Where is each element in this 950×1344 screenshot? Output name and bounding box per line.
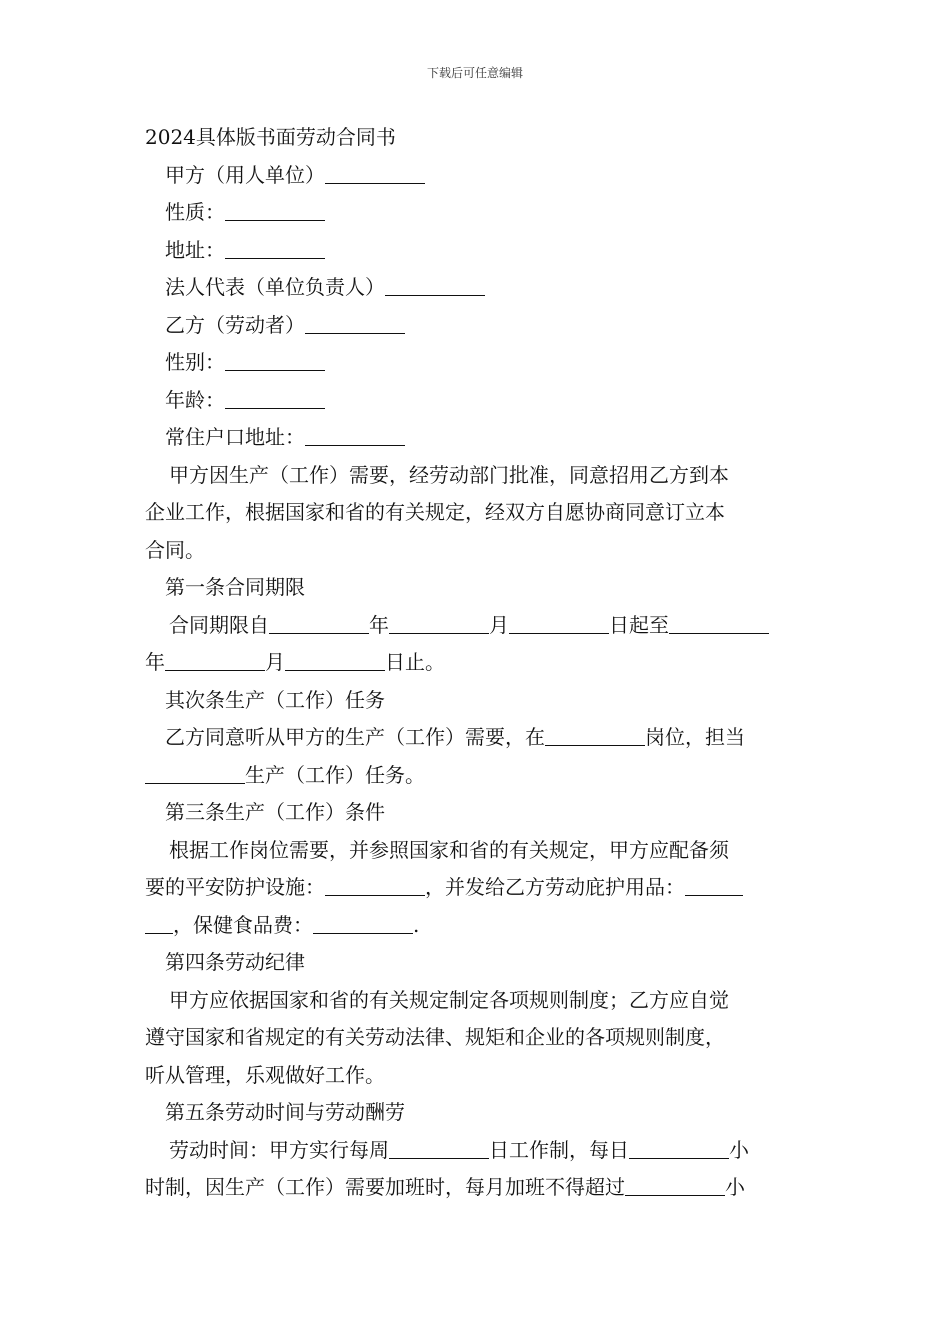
day-to-label: 日止。 — [385, 650, 445, 674]
month-label: 月 — [265, 650, 285, 674]
year-label: 年 — [145, 650, 165, 674]
article-1-line — [145, 644, 807, 682]
article-5-text: 时制，因生产（工作）需要加班时，每月加班不得超过 — [145, 1175, 625, 1199]
month-label: 月 — [489, 612, 509, 637]
contract-body — [145, 119, 807, 1207]
start-day-blank[interactable] — [509, 613, 609, 634]
article-3-line — [145, 869, 807, 907]
article-3-line — [145, 907, 807, 945]
party-b-blank[interactable] — [305, 313, 405, 334]
task-blank[interactable] — [145, 763, 245, 784]
address-blank[interactable] — [225, 238, 325, 259]
term-start-label: 合同期限自 — [169, 612, 269, 637]
start-year-blank[interactable] — [269, 613, 369, 634]
residence-blank[interactable] — [305, 425, 405, 446]
article-2-text: 乙方同意听从甲方的生产（工作）需要，在 — [165, 725, 545, 749]
gender-label: 性别： — [165, 350, 225, 374]
article-4-line: 甲方应依据国家和省的有关规定制定各项规则制度；乙方应自觉 — [169, 987, 729, 1012]
intro-paragraph-line: 企业工作，根据国家和省的有关规定，经双方自愿协商同意订立本 — [145, 500, 725, 524]
article-2-title: 其次条生产（工作）任务 — [165, 687, 385, 712]
address-label: 地址： — [165, 237, 225, 262]
article-3-line: 根据工作岗位需要，并参照国家和省的有关规定，甲方应配备须 — [169, 837, 729, 862]
health-food-fee-blank[interactable] — [313, 913, 413, 934]
age-label: 年龄： — [165, 387, 225, 412]
article-2-text: 生产（工作）任务。 — [245, 762, 425, 787]
article-5-line — [145, 1169, 807, 1207]
daily-hours-blank[interactable] — [629, 1138, 729, 1159]
article-4-title: 第四条劳动纪律 — [165, 950, 305, 974]
residence-label: 常住户口地址： — [165, 425, 305, 449]
article-1-title: 第一条合同期限 — [165, 575, 305, 599]
protective-gear-blank-cont[interactable] — [145, 913, 173, 934]
party-b-line — [145, 307, 807, 345]
party-a-blank[interactable] — [325, 163, 425, 184]
article-3-text: . — [413, 912, 420, 937]
year-label: 年 — [369, 612, 389, 637]
article-4-line: 遵守国家和省规定的有关劳动法律、规矩和企业的各项规则制度， — [145, 1025, 725, 1049]
article-5-text: 日工作制，每日 — [489, 1137, 629, 1162]
article-5-text: 小 — [729, 1137, 749, 1162]
article-5-text: 小 — [725, 1175, 745, 1199]
nature-blank[interactable] — [225, 200, 325, 221]
article-3-title: 第三条生产（工作）条件 — [165, 800, 385, 824]
article-5-line — [145, 1132, 807, 1170]
age-blank[interactable] — [225, 388, 325, 409]
article-5-title: 第五条劳动时间与劳动酬劳 — [165, 1100, 405, 1124]
party-a-line — [145, 157, 807, 195]
party-a-label: 甲方（用人单位） — [165, 162, 325, 187]
header-note: 下载后可任意编辑 — [426, 66, 523, 80]
residence-line — [145, 419, 807, 457]
article-2-line — [145, 719, 807, 757]
article-4-line: 听从管理，乐观做好工作。 — [145, 1062, 385, 1087]
legal-rep-blank[interactable] — [385, 275, 485, 296]
safety-facilities-blank[interactable] — [325, 875, 425, 896]
document-title: 2024具体版书面劳动合同书 — [145, 125, 396, 149]
day-from-label: 日起至 — [609, 612, 669, 637]
article-5-text: 劳动时间：甲方实行每周 — [169, 1137, 389, 1162]
nature-label: 性质： — [165, 200, 225, 224]
workdays-blank[interactable] — [389, 1138, 489, 1159]
legal-rep-line — [145, 269, 807, 307]
article-3-text: 要的平安防护设施： — [145, 875, 325, 899]
gender-line — [145, 344, 807, 382]
overtime-limit-blank[interactable] — [625, 1175, 725, 1196]
article-2-text: 岗位，担当 — [645, 725, 745, 749]
end-day-blank[interactable] — [285, 650, 385, 671]
start-month-blank[interactable] — [389, 613, 489, 634]
end-year-blank[interactable] — [669, 613, 769, 634]
intro-paragraph-line: 合同。 — [145, 537, 205, 562]
article-1-line — [145, 607, 807, 645]
legal-rep-label: 法人代表（单位负责人） — [165, 275, 385, 299]
protective-gear-blank[interactable] — [685, 875, 743, 896]
intro-paragraph-line: 甲方因生产（工作）需要，经劳动部门批准，同意招用乙方到本 — [169, 462, 729, 487]
article-3-text: ，保健食品费： — [173, 912, 313, 937]
nature-line — [145, 194, 807, 232]
article-2-line — [145, 757, 807, 795]
end-month-blank[interactable] — [165, 650, 265, 671]
position-blank[interactable] — [545, 725, 645, 746]
party-b-label: 乙方（劳动者） — [165, 312, 305, 337]
address-line — [145, 232, 807, 270]
age-line — [145, 382, 807, 420]
article-3-text: ，并发给乙方劳动庇护用品： — [425, 875, 685, 899]
gender-blank[interactable] — [225, 350, 325, 371]
